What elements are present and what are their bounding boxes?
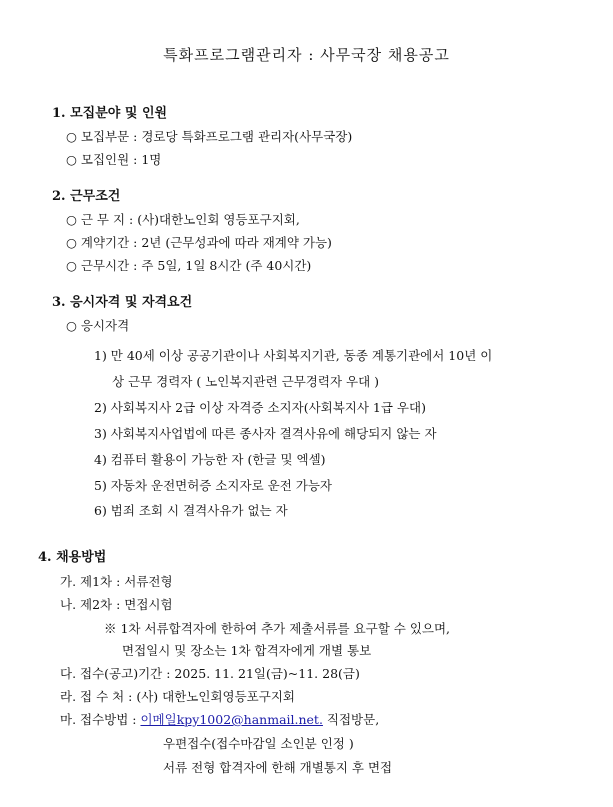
application-method-visit: 직접방문, — [322, 712, 380, 727]
note-line: 면접일시 및 장소는 1차 합격자에게 개별 통보 — [122, 643, 372, 658]
page-title: 특화프로그램관리자 : 사무국장 채용공고 — [163, 46, 450, 64]
recruitment-field-item: ○ 모집부문 : 경로당 특화프로그램 관리자(사무국장) — [66, 129, 353, 144]
contract-period-item: ○ 계약기간 : 2년 (근무성과에 따라 재계약 가능) — [66, 235, 332, 250]
application-method-item — [60, 712, 379, 727]
qualification-item: 1) 만 40세 이상 공공기관이나 사회복지기관, 동종 계통기관에서 10년 이 — [94, 348, 493, 363]
work-hours-item: ○ 근무시간 : 주 5일, 1일 8시간 (주 40시간) — [66, 258, 312, 273]
first-stage-item: 가. 제1차 : 서류전형 — [60, 574, 173, 589]
section-heading-method: 4. 채용방법 — [38, 550, 107, 565]
qualification-item: 4) 컴퓨터 활용이 가능한 자 (한글 및 엑셀) — [94, 452, 326, 467]
email-link[interactable]: 이메일kpy1002@hanmail.net. — [140, 712, 323, 727]
qualification-item: 상 근무 경력자 ( 노인복지관련 근무경력자 우대 ) — [112, 374, 379, 389]
qualification-item: 2) 사회복지사 2급 이상 자격증 소지자(사회복지사 1급 우대) — [94, 400, 426, 415]
qualification-subheading: ○ 응시자격 — [66, 318, 130, 333]
application-method-label: 마. 접수방법 : — [60, 712, 141, 727]
application-method-interview: 서류 전형 합격자에 한해 개별통지 후 면접 — [163, 760, 393, 775]
application-period-item: 다. 접수(공고)기간 : 2025. 11. 21일(금)~11. 28(금) — [60, 666, 360, 681]
application-office-item: 라. 접 수 처 : (사) 대한노인회영등포구지회 — [60, 689, 295, 704]
qualification-item: 5) 자동차 운전면허증 소지자로 운전 가능자 — [94, 478, 332, 493]
note-line: ※ 1차 서류합격자에 한하여 추가 제출서류를 요구할 수 있으며, — [104, 621, 451, 636]
qualification-item: 3) 사회복지사업법에 따른 종사자 결격사유에 해당되지 않는 자 — [94, 426, 437, 441]
application-method-mail: 우편접수(접수마감일 소인분 인정 ) — [163, 736, 354, 751]
qualification-item: 6) 범죄 조회 시 결격사유가 없는 자 — [94, 503, 288, 518]
recruitment-count-item: ○ 모집인원 : 1명 — [66, 152, 162, 167]
section-heading-conditions: 2. 근무조건 — [52, 189, 121, 204]
section-heading-recruitment: 1. 모집분야 및 인원 — [52, 106, 168, 121]
section-heading-qualifications: 3. 응시자격 및 자격요건 — [52, 295, 193, 310]
workplace-item: ○ 근 무 지 : (사)대한노인회 영등포구지회, — [66, 212, 300, 227]
second-stage-item: 나. 제2차 : 면접시험 — [60, 597, 173, 612]
